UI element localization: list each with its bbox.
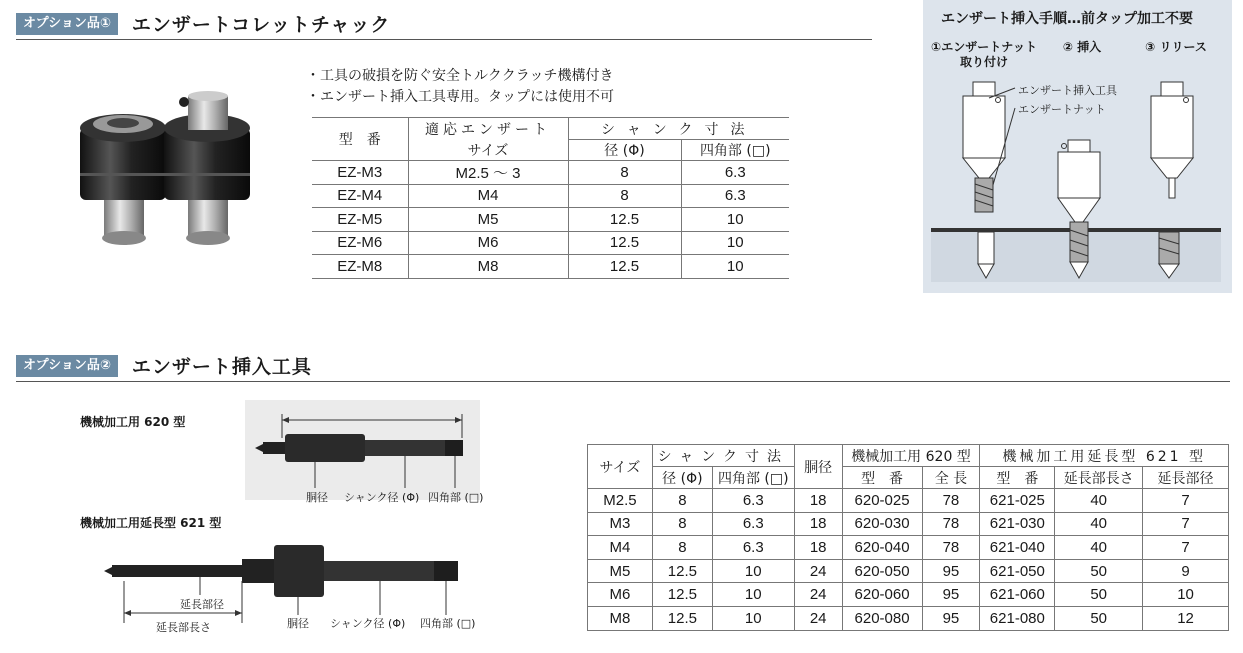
section1-title: エンザートコレットチャック — [131, 14, 391, 36]
header-model-620: 型 番 — [842, 467, 922, 489]
cell-model: EZ-M4 — [312, 184, 408, 208]
label-nut: エンザートナット — [1018, 103, 1106, 116]
procedure-diagram — [923, 0, 1232, 293]
cell-dia: 8 — [652, 489, 712, 513]
header-model: 型 番 — [312, 118, 408, 161]
table-row — [588, 489, 1229, 513]
cell-ext-dia: 7 — [1143, 536, 1229, 560]
cell-model-620: 620-025 — [842, 489, 922, 513]
insertion-procedure-panel — [923, 0, 1232, 293]
header-shank: シャンク寸法 — [568, 118, 789, 140]
fig621-ext-dia: 延長部径 — [180, 598, 224, 611]
cell-length: 95 — [922, 583, 980, 607]
cell-model: EZ-M5 — [312, 208, 408, 232]
table-row — [588, 606, 1229, 630]
cell-size: M2.5 — [588, 489, 653, 513]
collet-chuck-table — [312, 117, 789, 279]
cell-body-dia: 18 — [794, 536, 842, 560]
feature-item: ・ 工具の破損を防ぐ安全トルククラッチ機構付き — [306, 66, 614, 87]
cell-model-621: 621-040 — [980, 536, 1055, 560]
cell-square: 10 — [712, 583, 794, 607]
cell-size: M4 — [408, 184, 568, 208]
cell-ext-dia: 7 — [1143, 489, 1229, 513]
cell-ext-length: 40 — [1055, 512, 1143, 536]
table-row — [588, 559, 1229, 583]
cell-body-dia: 24 — [794, 606, 842, 630]
fig621-square: 四角部 (□) — [420, 617, 476, 630]
table-row — [588, 536, 1229, 560]
cell-size: M5 — [588, 559, 653, 583]
header-620: 機械加工用 620 型 — [842, 445, 980, 467]
cell-square: 10 — [712, 606, 794, 630]
cell-square: 10 — [712, 559, 794, 583]
table-row — [312, 231, 789, 255]
section2-title: エンザート挿入工具 — [131, 356, 312, 378]
cell-model-620: 620-040 — [842, 536, 922, 560]
cell-square: 6.3 — [712, 536, 794, 560]
cell-body-dia: 24 — [794, 583, 842, 607]
feature-item: ・ エンザート挿入工具専用。タップには使用不可 — [306, 87, 614, 108]
table-row — [588, 512, 1229, 536]
cell-length: 95 — [922, 559, 980, 583]
cell-ext-length: 40 — [1055, 489, 1143, 513]
cell-model-621: 621-025 — [980, 489, 1055, 513]
header-square: 四角部 (□) — [712, 467, 794, 489]
cell-dia: 8 — [568, 184, 681, 208]
fig621-ext-length: 延長部長さ — [156, 621, 211, 634]
cell-model: EZ-M6 — [312, 231, 408, 255]
section1-rule — [16, 39, 872, 40]
panel-title: エンザート挿入手順…前タップ加工不要 — [941, 11, 1193, 27]
section2-header — [16, 352, 312, 379]
cell-dia: 12.5 — [652, 559, 712, 583]
cell-dia: 8 — [652, 536, 712, 560]
cell-length: 95 — [922, 606, 980, 630]
table-row — [312, 255, 789, 279]
cell-dia: 12.5 — [568, 208, 681, 232]
cell-length: 78 — [922, 512, 980, 536]
cell-model: EZ-M8 — [312, 255, 408, 279]
section1-badge: オプション品① — [16, 13, 118, 35]
table-row — [312, 184, 789, 208]
feature-list — [306, 66, 614, 108]
header-ext-length: 延長部長さ — [1055, 467, 1143, 489]
label-insert-tool: エンザート挿入工具 — [1018, 84, 1117, 97]
cell-model-621: 621-080 — [980, 606, 1055, 630]
tool620-drawing — [245, 400, 480, 500]
cell-square: 6.3 — [681, 184, 789, 208]
cell-model-620: 620-030 — [842, 512, 922, 536]
cell-square: 6.3 — [712, 512, 794, 536]
header-length: 全 長 — [922, 467, 980, 489]
cell-body-dia: 24 — [794, 559, 842, 583]
cell-square: 10 — [681, 255, 789, 279]
collet-chuck-photo — [70, 88, 270, 258]
table-row — [312, 161, 789, 185]
cell-size: M6 — [408, 231, 568, 255]
cell-ext-length: 40 — [1055, 536, 1143, 560]
fig621-shank-dia: シャンク径 (Φ) — [330, 617, 406, 630]
fig620-body-dia: 胴径 — [306, 491, 328, 504]
fig620-shank-dia: シャンク径 (Φ) — [344, 491, 420, 504]
cell-dia: 12.5 — [568, 231, 681, 255]
cell-ext-length: 50 — [1055, 583, 1143, 607]
header-size2: サイズ — [408, 140, 568, 161]
header-621: 機械加工用延長型 621 型 — [980, 445, 1229, 467]
header-dia: 径 (Φ) — [652, 467, 712, 489]
step-release: ③ リリース — [1145, 40, 1207, 54]
cell-size: M2.5 ～ 3 — [408, 161, 568, 185]
insertion-tool-table — [587, 444, 1229, 631]
cell-model-620: 620-050 — [842, 559, 922, 583]
fig620-square: 四角部 (□) — [428, 491, 484, 504]
cell-size: M4 — [588, 536, 653, 560]
section2-rule — [16, 381, 1230, 382]
header-model-621: 型 番 — [980, 467, 1055, 489]
fig621-title: 機械加工用延長型 621 型 — [80, 516, 222, 530]
cell-ext-dia: 12 — [1143, 606, 1229, 630]
cell-model-621: 621-060 — [980, 583, 1055, 607]
cell-size: M5 — [408, 208, 568, 232]
header-body-dia: 胴径 — [794, 445, 842, 489]
header-dia: 径 (Φ) — [568, 140, 681, 161]
cell-model-620: 620-060 — [842, 583, 922, 607]
cell-length: 78 — [922, 536, 980, 560]
cell-body-dia: 18 — [794, 512, 842, 536]
section1-header — [16, 10, 390, 37]
cell-dia: 12.5 — [652, 606, 712, 630]
cell-size: M6 — [588, 583, 653, 607]
step-insert: ② 挿入 — [1062, 40, 1102, 54]
cell-dia: 12.5 — [652, 583, 712, 607]
cell-square: 6.3 — [712, 489, 794, 513]
cell-size: M8 — [588, 606, 653, 630]
cell-ext-length: 50 — [1055, 606, 1143, 630]
cell-model-621: 621-030 — [980, 512, 1055, 536]
cell-length: 78 — [922, 489, 980, 513]
cell-dia: 8 — [652, 512, 712, 536]
header-square: 四角部 (□) — [681, 140, 789, 161]
table-row — [588, 583, 1229, 607]
fig620-title: 機械加工用 620 型 — [80, 415, 186, 429]
cell-model-620: 620-080 — [842, 606, 922, 630]
header-ext-dia: 延長部径 — [1143, 467, 1229, 489]
cell-ext-dia: 7 — [1143, 512, 1229, 536]
cell-ext-dia: 9 — [1143, 559, 1229, 583]
header-size: 適応エンザート — [408, 118, 568, 140]
cell-square: 10 — [681, 208, 789, 232]
cell-dia: 12.5 — [568, 255, 681, 279]
cell-model-621: 621-050 — [980, 559, 1055, 583]
cell-ext-length: 50 — [1055, 559, 1143, 583]
header-size: サイズ — [588, 445, 653, 489]
fig621-body-dia: 胴径 — [287, 617, 309, 630]
table-row — [312, 208, 789, 232]
cell-size: M8 — [408, 255, 568, 279]
cell-dia: 8 — [568, 161, 681, 185]
cell-square: 10 — [681, 231, 789, 255]
step-attach: ①エンザートナット 取り付け — [931, 40, 1037, 69]
header-shank: シャンク寸法 — [652, 445, 794, 467]
cell-size: M3 — [588, 512, 653, 536]
cell-model: EZ-M3 — [312, 161, 408, 185]
cell-square: 6.3 — [681, 161, 789, 185]
cell-body-dia: 18 — [794, 489, 842, 513]
section2-badge: オプション品② — [16, 355, 118, 377]
cell-ext-dia: 10 — [1143, 583, 1229, 607]
